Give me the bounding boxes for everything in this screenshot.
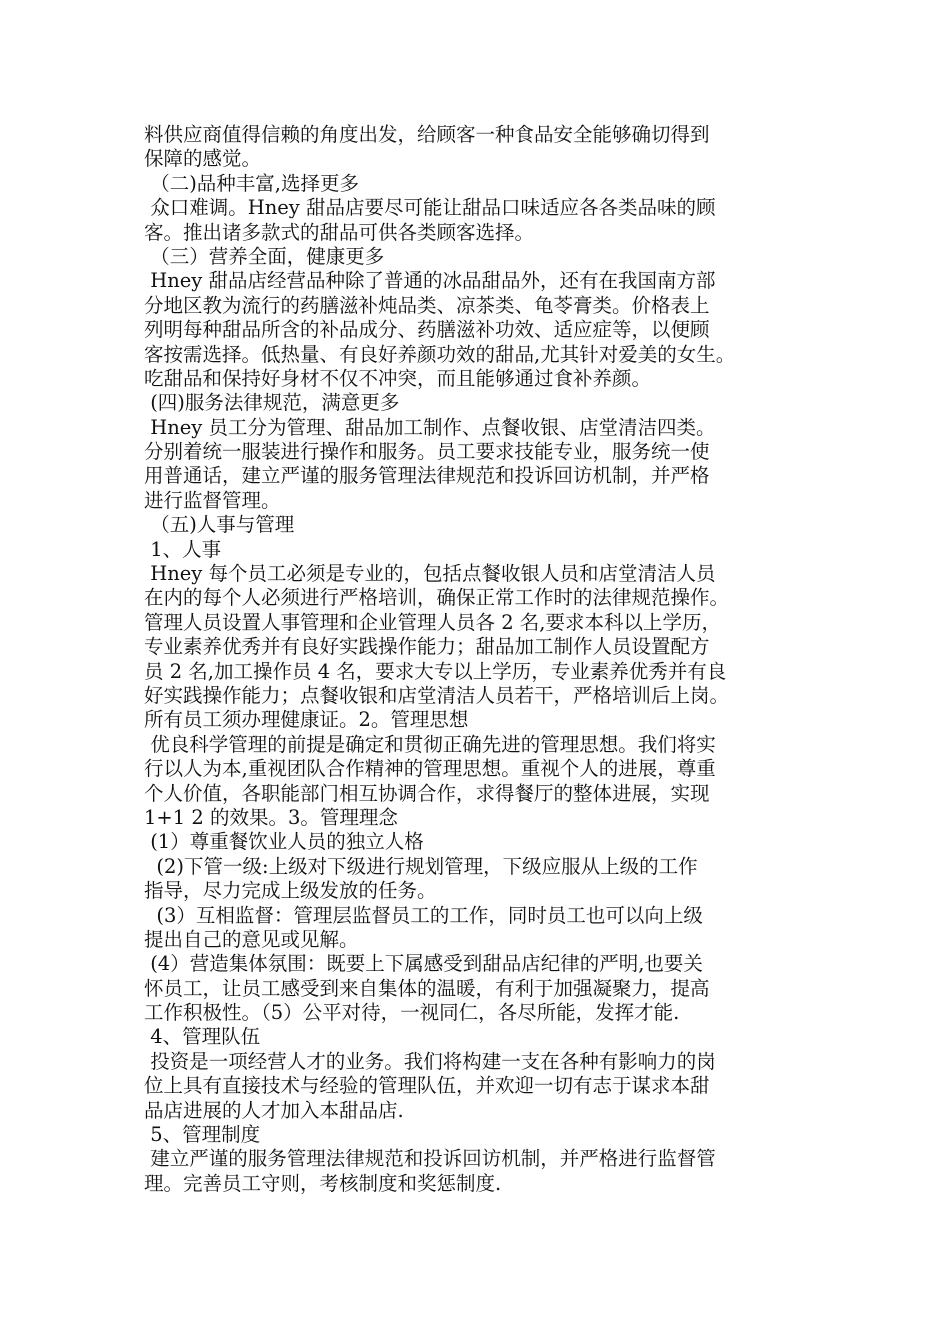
text-line: 行以人为本,重视团队合作精神的管理思想。重视个人的进展，尊重 — [144, 757, 716, 781]
text-line: 客按需选择。低热量、有良好养颜功效的甜品,尤其针对爱美的女生。 — [144, 342, 736, 366]
subsection-heading: 1、人事 — [144, 537, 222, 561]
section-heading: (四)服务法律规范，满意更多 — [144, 391, 400, 415]
text-line: 众口难调。Hney 甜品店要尽可能让甜品口味适应各各类品味的顾 — [144, 196, 716, 220]
section-heading: （二)品种丰富,选择更多 — [144, 171, 360, 195]
text-line: 吃甜品和保持好身材不仅不冲突，而且能够通过食补养颜。 — [144, 366, 652, 390]
subsection-heading: 5、管理制度 — [144, 1123, 261, 1147]
text-line: 所有员工须办理健康证。2。管理思想 — [144, 708, 469, 732]
text-line: 投资是一项经营人才的业务。我们将构建一支在各种有影响力的岗 — [144, 1049, 716, 1073]
text-line: 工作积极性。（5）公平对待，一视同仁，各尽所能，发挥才能. — [144, 1001, 680, 1025]
text-line: 好实践操作能力；点餐收银和店堂清洁人员若干，严格培训后上岗。 — [144, 683, 730, 707]
text-line: 品店进展的人才加入本甜品店. — [144, 1098, 404, 1122]
text-line: Hney 员工分为管理、甜品加工制作、点餐收银、店堂清洁四类。 — [144, 415, 716, 439]
text-line: 建立严谨的服务管理法律规范和投诉回访机制，并严格进行监督管 — [144, 1147, 716, 1171]
text-line: 保障的感觉。 — [144, 147, 262, 171]
text-line: 提出自己的意见或见解。 — [144, 927, 359, 951]
text-line: 专业素养优秀并有良好实践操作能力；甜品加工制作人员设置配方 — [144, 635, 710, 659]
list-item: (1）尊重餐饮业人员的独立人格 — [144, 830, 424, 854]
text-line: 个人价值，各职能部门相互协调合作，求得餐厅的整体进展，实现 — [144, 781, 710, 805]
list-item: (4）营造集体氛围：既要上下属感受到甜品店纪律的严明,也要关 — [144, 952, 703, 976]
section-heading: （五)人事与管理 — [144, 513, 295, 537]
text-line: 优良科学管理的前提是确定和贯彻正确先进的管理思想。我们将实 — [144, 732, 716, 756]
text-line: Hney 每个员工必须是专业的，包括点餐收银人员和店堂清洁人员 — [144, 562, 716, 586]
text-line: 管理人员设置人事管理和企业管理人员各 2 名,要求本科以上学历， — [144, 610, 722, 634]
list-item: (2)下管一级:上级对下级进行规划管理，下级应服从上级的工作 — [144, 854, 698, 878]
text-line: 客。推出诸多款式的甜品可供各类顾客选择。 — [144, 220, 535, 244]
text-line: 分别着统一服装进行操作和服务。员工要求技能专业，服务统一使 — [144, 440, 710, 464]
text-line: 员 2 名,加工操作员 4 名，要求大专以上学历，专业素养优秀并有良 — [144, 659, 727, 683]
document-body — [144, 123, 824, 1196]
text-line: 1+1 2 的效果。3。管理理念 — [144, 805, 398, 829]
text-line: 列明每种甜品所含的补品成分、药膳滋补功效、适应症等，以便顾 — [144, 318, 710, 342]
text-line: 位上具有直接技术与经验的管理队伍，并欢迎一切有志于谋求本甜 — [144, 1074, 710, 1098]
section-heading: （三）营养全面，健康更多 — [144, 244, 385, 268]
subsection-heading: 4、管理队伍 — [144, 1025, 261, 1049]
text-line: 分地区教为流行的药膳滋补炖品类、凉茶类、龟苓膏类。价格表上 — [144, 293, 710, 317]
text-line: 进行监督管理。 — [144, 488, 281, 512]
text-line: 指导，尽力完成上级发放的任务。 — [144, 879, 437, 903]
text-line: 用普通话，建立严谨的服务管理法律规范和投诉回访机制，并严格 — [144, 464, 710, 488]
text-line: 料供应商值得信赖的角度出发，给顾客一种食品安全能够确切得到 — [144, 123, 710, 146]
text-line: 理。完善员工守则，考核制度和奖惩制度. — [144, 1171, 502, 1195]
list-item: (3）互相监督：管理层监督员工的工作，同时员工也可以向上级 — [144, 903, 703, 927]
text-line: Hney 甜品店经营品种除了普通的冰品甜品外，还有在我国南方部 — [144, 269, 716, 293]
text-line: 怀员工，让员工感受到来自集体的温暖，有利于加强凝聚力，提高 — [144, 976, 710, 1000]
text-line: 在内的每个人必须进行严格培训，确保正常工作时的法律规范操作。 — [144, 586, 730, 610]
